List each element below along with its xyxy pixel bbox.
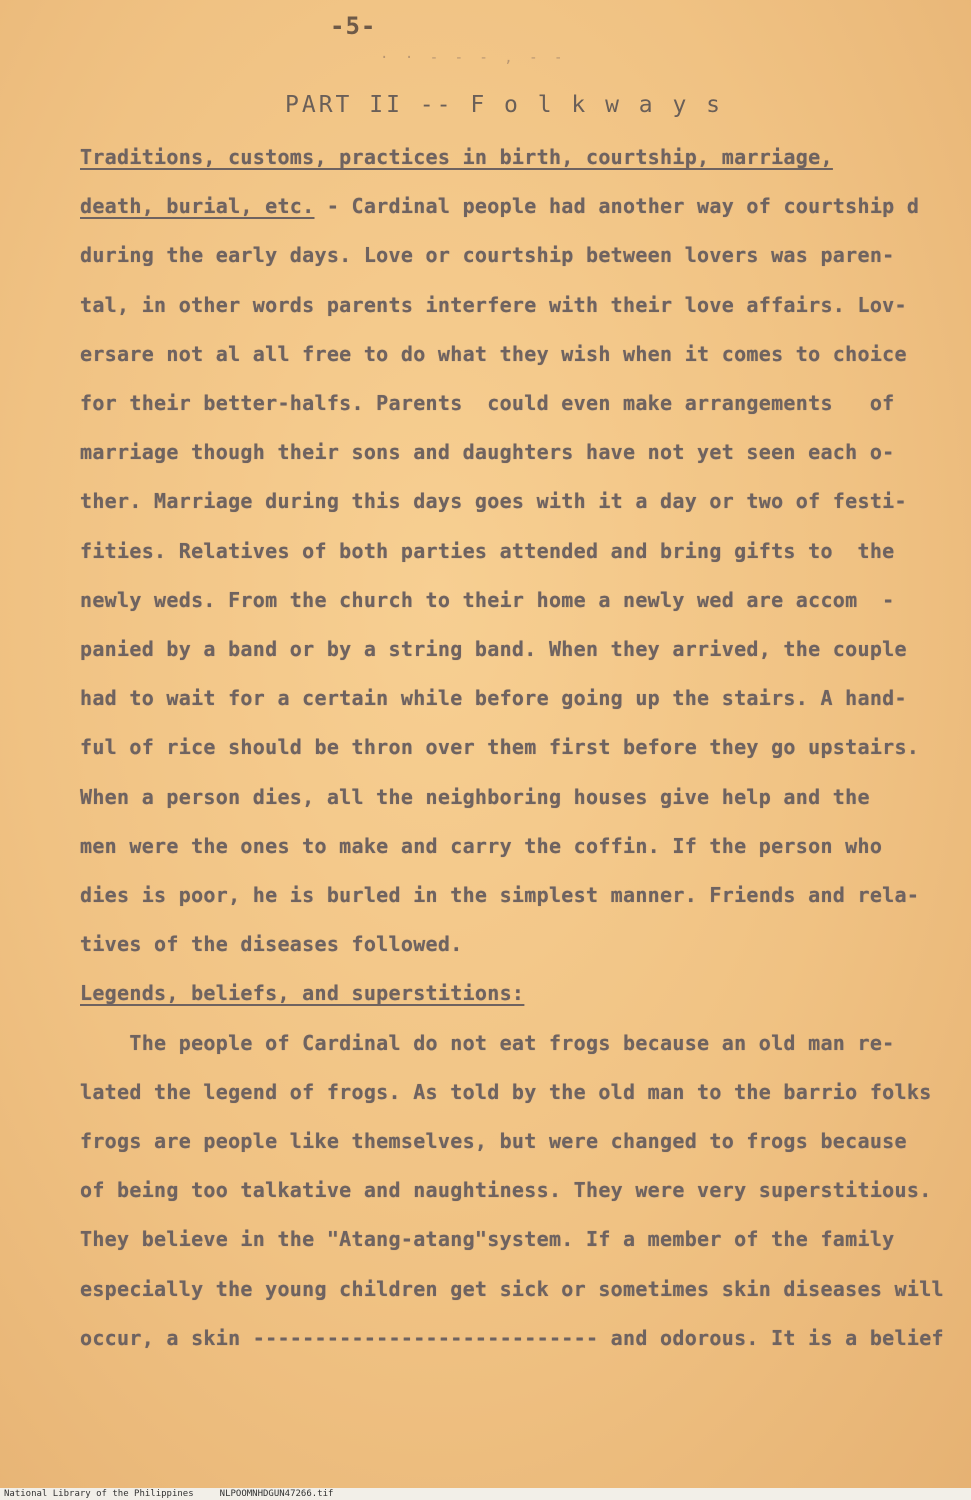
archive-footer bbox=[0, 1488, 971, 1500]
file-name: NLPOOMNHDGUN47266.tif bbox=[219, 1489, 334, 1499]
text-line: panied by a band or by a string band. When they arrived, the couple bbox=[80, 637, 907, 661]
text-line: for their better-halfs. Parents could even make arrangements of bbox=[80, 391, 895, 415]
faint-marks: · · - - - , - - bbox=[380, 50, 567, 66]
text-line: The people of Cardinal do not eat frogs because an old man re- bbox=[80, 1030, 895, 1055]
text-line: ful of rice should be thron over them first before they go upstairs. bbox=[80, 735, 920, 760]
text-line: When a person dies, all the neighboring houses give help and the bbox=[80, 784, 870, 809]
text-line-rest: - Cardinal people had another way of courtship d bbox=[314, 194, 920, 219]
section-heading: Traditions, customs, practices in birth, courtship, marriage, bbox=[80, 145, 833, 169]
text-line: occur, a skin ---------------------------- and odorous. It is a belief bbox=[80, 1325, 944, 1350]
text-line: especially the young children get sick or sometimes skin diseases will bbox=[80, 1276, 944, 1301]
section-heading: Legends, beliefs, and superstitions: bbox=[80, 981, 525, 1006]
text-line: ersare not al all free to do what they wish when it comes to choice bbox=[80, 341, 907, 366]
library-name: National Library of the Philippines bbox=[4, 1489, 194, 1499]
text-line: tives of the diseases followed. bbox=[80, 932, 463, 957]
text-line: dies is poor, he is burled in the simplest manner. Friends and rela- bbox=[80, 883, 920, 907]
text-line: marriage though their sons and daughters have not yet seen each o- bbox=[80, 440, 895, 465]
part-title: PART II -- F o l k w a y s bbox=[285, 92, 724, 118]
text-line: tal, in other words parents interfere with their love affairs. Lov- bbox=[80, 292, 907, 317]
text-line: newly weds. From the church to their home a newly wed are accom - bbox=[80, 587, 895, 612]
text-line: frogs are people like themselves, but were changed to frogs because bbox=[80, 1129, 907, 1153]
page-number: -5- bbox=[330, 12, 377, 40]
text-line: of being too talkative and naughtiness. They were very superstitious. bbox=[80, 1178, 932, 1203]
text-line: lated the legend of frogs. As told by the old man to the barrio folks bbox=[80, 1079, 932, 1104]
section-heading: death, burial, etc. bbox=[80, 194, 315, 219]
text-line: ther. Marriage during this days goes with it a day or two of festi- bbox=[80, 489, 907, 514]
text-line: during the early days. Love or courtship between lovers was paren- bbox=[80, 243, 895, 268]
text-line: They believe in the "Atang-atang"system. If a member of the family bbox=[80, 1227, 895, 1252]
text-line: had to wait for a certain while before going up the stairs. A hand- bbox=[80, 686, 907, 711]
text-line: men were the ones to make and carry the coffin. If the person who bbox=[80, 833, 883, 858]
text-line: fities. Relatives of both parties attended and bring gifts to the bbox=[80, 538, 895, 563]
text-line bbox=[80, 194, 919, 218]
